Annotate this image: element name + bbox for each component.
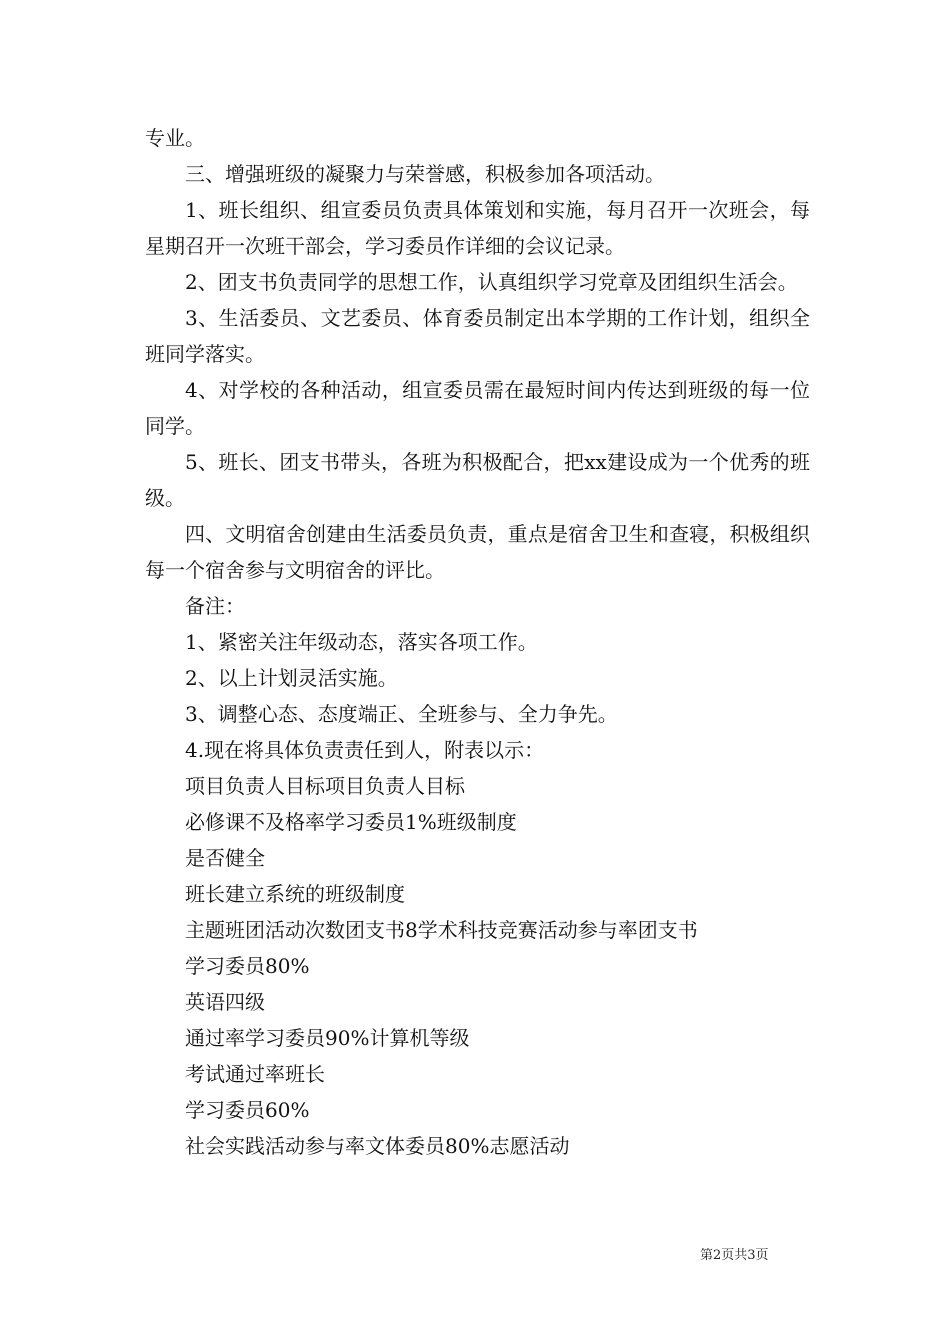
note-item-1: 1、紧密关注年级动态，落实各项工作。 xyxy=(185,630,538,654)
document-body xyxy=(145,120,810,1164)
page-number-footer: 第2页共3页 xyxy=(700,1248,769,1263)
note-item-4: 4.现在将具体负责责任到人，附表以示： xyxy=(185,738,545,762)
paragraph-item-4: 4、对学校的各种活动，组宣委员需在最短时间内传达到班级的每一位同学。 xyxy=(145,378,810,438)
paragraph-item-2: 2、团支书负责同学的思想工作，认真组织学习党章及团组织生活会。 xyxy=(185,270,798,294)
table-text-line: 英语四级 xyxy=(185,990,265,1014)
table-text-line: 必修课不及格率学习委员1%班级制度 xyxy=(185,810,517,834)
table-text-line: 是否健全 xyxy=(185,846,265,870)
table-text-line: 通过率学习委员90%计算机等级 xyxy=(185,1026,470,1050)
table-text-line: 学习委员60% xyxy=(185,1098,310,1122)
table-text-line: 班长建立系统的班级制度 xyxy=(185,882,405,906)
paragraph-item-5: 5、班长、团支书带头，各班为积极配合，把xx建设成为一个优秀的班级。 xyxy=(145,450,810,510)
note-item-2: 2、以上计划灵活实施。 xyxy=(185,666,398,690)
note-item-3: 3、调整心态、态度端正、全班参与、全力争先。 xyxy=(185,702,618,726)
table-text-line: 考试通过率班长 xyxy=(185,1062,325,1086)
paragraph-continuation: 专业。 xyxy=(145,126,205,150)
table-text-line: 社会实践活动参与率文体委员80%志愿活动 xyxy=(185,1134,570,1158)
paragraph-item-3: 3、生活委员、文艺委员、体育委员制定出本学期的工作计划，组织全班同学落实。 xyxy=(145,306,810,366)
paragraph-section-three: 三、增强班级的凝聚力与荣誉感，积极参加各项活动。 xyxy=(185,162,665,186)
notes-heading: 备注： xyxy=(185,594,245,618)
table-text-line: 主题班团活动次数团支书8学术科技竞赛活动参与率团支书 xyxy=(185,918,698,942)
paragraph-section-four: 四、文明宿舍创建由生活委员负责，重点是宿舍卫生和查寝，积极组织每一个宿舍参与文明宿舍的评比。 xyxy=(145,522,810,582)
table-text-line: 项目负责人目标项目负责人目标 xyxy=(185,774,465,798)
table-text-line: 学习委员80% xyxy=(185,954,310,978)
paragraph-item-1: 1、班长组织、组宣委员负责具体策划和实施，每月召开一次班会，每星期召开一次班干部会，学习委员作详细的会议记录。 xyxy=(145,198,810,258)
